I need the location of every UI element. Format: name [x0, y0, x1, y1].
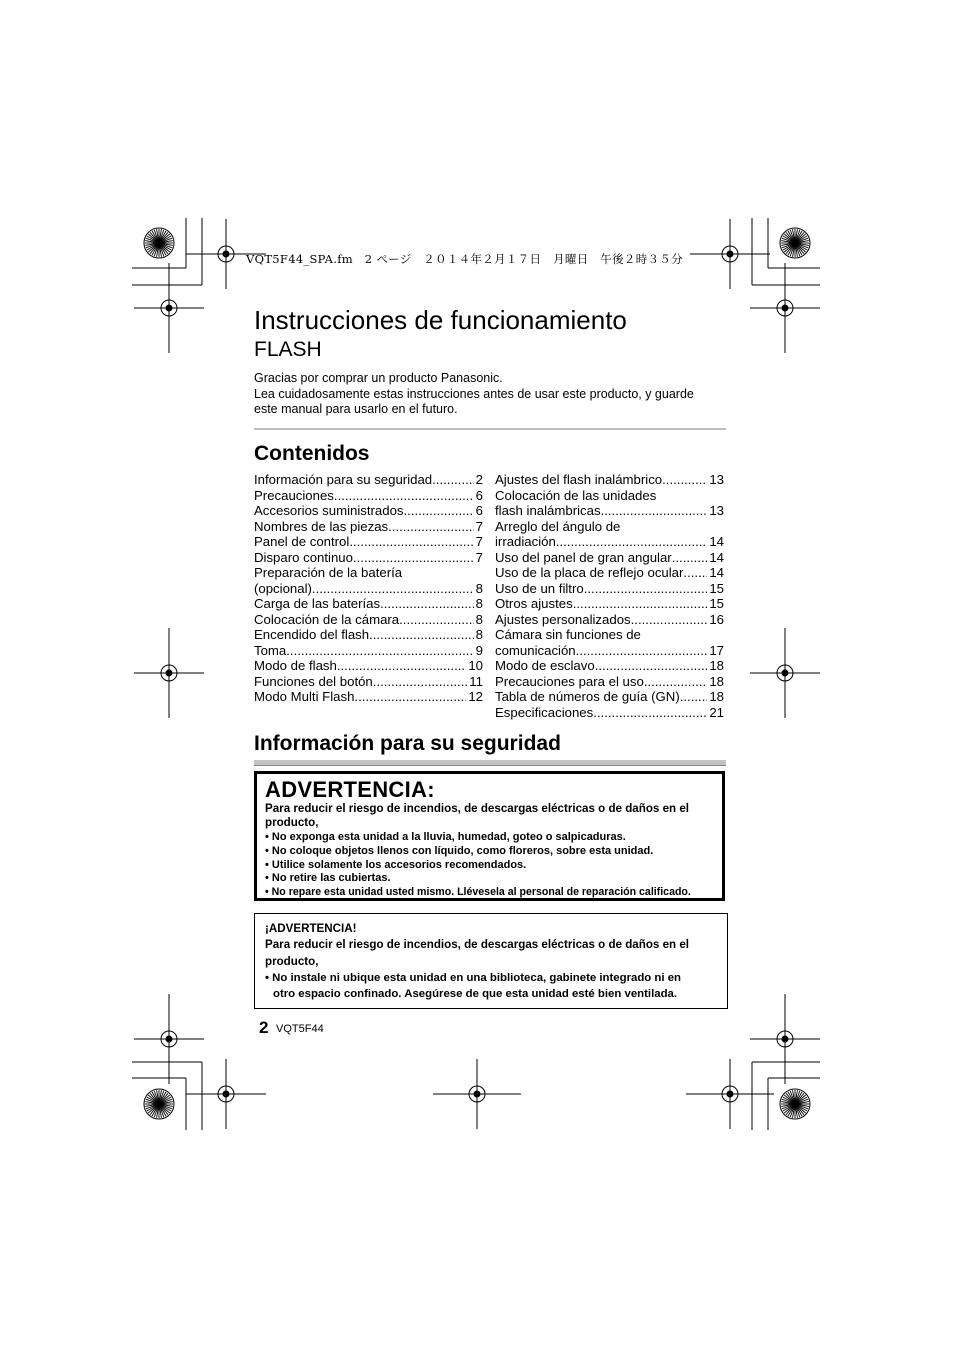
warning-title: ADVERTENCIA:	[265, 777, 435, 802]
toc-leader-dots	[576, 643, 708, 659]
warning2-bullet-line: otro espacio confinado. Asegúrese de que esta unidad esté bien ventilada.	[273, 987, 678, 1000]
toc-entry	[254, 565, 483, 596]
toc-entry	[254, 627, 483, 643]
toc-leader-dots	[388, 519, 474, 535]
toc-leader-dots	[349, 534, 473, 550]
toc-leader-dots	[312, 581, 474, 597]
intro-line: Lea cuidadosamente estas instrucciones antes de usar este producto, y guarde	[254, 386, 694, 401]
toc-leader-dots	[631, 612, 708, 628]
page-title: Instrucciones de funcionamiento	[254, 305, 627, 335]
toc-entry	[254, 519, 483, 535]
toc-entry-page: 8	[475, 580, 483, 596]
starburst-target-icon	[780, 1089, 810, 1119]
toc-entry-label: irradiación	[495, 534, 556, 549]
safety-heading-rule	[254, 760, 726, 766]
toc-entry	[495, 596, 724, 612]
toc-entry-page: 18	[709, 673, 724, 689]
toc-column-left	[254, 472, 483, 705]
intro-line: Gracias por comprar un producto Panasonic.	[254, 371, 503, 385]
toc-entry-page: 16	[709, 611, 724, 627]
toc-entry	[254, 674, 483, 690]
toc-entry	[254, 488, 483, 504]
toc-leader-dots	[644, 674, 708, 690]
toc-entry	[254, 472, 483, 488]
toc-entry-label: Panel de control	[254, 534, 350, 549]
toc-entry-label: Disparo continuo	[254, 549, 353, 565]
toc-entry	[495, 472, 724, 488]
toc-entry-label: Tabla de números de guía (GN)	[495, 689, 680, 704]
toc-leader-dots	[399, 612, 474, 628]
toc-entry-page: 18	[709, 689, 724, 704]
toc-entry-page: 18	[709, 658, 724, 673]
toc-column-right	[495, 472, 724, 720]
toc-entry-page: 14	[709, 565, 724, 580]
toc-leader-dots	[380, 596, 474, 612]
toc-entry-page: 13	[709, 503, 724, 518]
toc-entry-label: Ajustes personalizados	[495, 611, 631, 627]
warning-bullet: • No retire las cubiertas.	[265, 872, 391, 885]
toc-leader-dots	[369, 627, 474, 643]
toc-entry-label: (opcional)	[254, 580, 312, 596]
toc-entry	[495, 689, 724, 705]
toc-entry-label: Modo Multi Flash	[254, 689, 355, 704]
toc-entry-label: flash inalámbricas	[495, 503, 601, 518]
toc-entry-page: 14	[709, 534, 724, 549]
toc-entry-label: Uso de un filtro	[495, 580, 584, 596]
toc-leader-dots	[573, 596, 708, 612]
toc-leader-dots	[556, 534, 707, 550]
toc-leader-dots	[584, 581, 708, 597]
toc-entry-page: 21	[709, 704, 724, 720]
toc-entry-label: Información para su seguridad	[254, 472, 433, 487]
toc-entry	[254, 503, 483, 519]
toc-entry	[254, 658, 483, 674]
toc-entry-label: Uso del panel de gran angular	[495, 549, 672, 565]
file-header-line: VQT5F44_SPA.fm 2 ページ ２０１４年２月１７日 月曜日 午後２時３５分	[246, 252, 683, 266]
toc-leader-dots	[672, 550, 708, 566]
toc-leader-dots	[334, 488, 474, 504]
toc-entry-page: 7	[475, 518, 483, 534]
toc-entry-page: 8	[475, 611, 483, 627]
intro-line: este manual para usarlo en el futuro.	[254, 402, 458, 416]
toc-entry	[495, 627, 724, 658]
toc-entry	[495, 565, 724, 581]
toc-entry-page: 8	[475, 596, 483, 611]
toc-leader-dots	[662, 472, 707, 488]
toc-entry-heading: Colocación de las unidades	[495, 487, 657, 503]
warning2-text: Para reducir el riesgo de incendios, de descargas eléctricas o de daños en el producto,	[265, 938, 689, 968]
toc-entry-heading: Preparación de la batería	[254, 565, 403, 580]
toc-leader-dots	[683, 565, 707, 581]
starburst-target-icon	[144, 1089, 174, 1119]
toc-entry-page: 11	[469, 673, 483, 689]
toc-entry-label: Toma	[254, 642, 287, 658]
toc-entry	[254, 534, 483, 550]
toc-entry-label: Encendido del flash	[254, 627, 370, 642]
toc-entry	[495, 612, 724, 628]
warning-bullets	[265, 831, 720, 900]
contents-heading: Contenidos	[254, 442, 370, 465]
toc-entry	[495, 550, 724, 566]
toc-entry-label: Ajustes del flash inalámbrico	[495, 472, 663, 487]
intro-paragraph	[254, 371, 734, 418]
toc-entry-page: 7	[475, 534, 483, 549]
toc-leader-dots	[593, 705, 707, 721]
toc-entry-page: 10	[468, 658, 483, 673]
toc-entry-page: 12	[468, 689, 483, 704]
toc-entry	[495, 581, 724, 597]
toc-entry-page: 17	[709, 642, 724, 658]
toc-entry-page: 7	[475, 549, 483, 565]
section-divider	[254, 428, 726, 430]
page-number: 2	[259, 1018, 269, 1037]
toc-entry-label: Uso de la placa de reflejo ocular	[495, 565, 684, 580]
toc-entry-label: Especificaciones	[495, 704, 594, 720]
toc-entry-page: 15	[709, 580, 724, 596]
toc-entry-page: 2	[475, 472, 483, 487]
toc-entry	[254, 643, 483, 659]
toc-entry-label: Colocación de la cámara	[254, 611, 400, 627]
toc-entry-page: 6	[475, 503, 483, 518]
warning2-title: ¡ADVERTENCIA!	[265, 922, 357, 935]
toc-leader-dots	[680, 689, 708, 705]
warning-bullet: • No repare esta unidad usted mismo. Llévesela al personal de reparación calificado.	[265, 886, 691, 899]
toc-entry-label: Modo de esclavo	[495, 658, 595, 673]
toc-entry-label: Funciones del botón	[254, 673, 373, 689]
warning-text: Para reducir el riesgo de incendios, de descargas eléctricas o de daños en el producto,	[265, 802, 689, 829]
toc-leader-dots	[373, 674, 468, 690]
warning2-bullet-line: • No instale ni ubique esta unidad en una biblioteca, gabinete integrado ni en	[265, 972, 681, 984]
toc-leader-dots	[601, 503, 708, 519]
warning-bullet: • No exponga esta unidad a la lluvia, humedad, goteo o salpicaduras.	[265, 831, 626, 843]
toc-leader-dots	[432, 472, 474, 488]
toc-entry-page: 6	[475, 487, 483, 503]
toc-entry-label: Precauciones para el uso	[495, 673, 644, 689]
safety-heading: Información para su seguridad	[254, 732, 561, 755]
toc-entry	[254, 596, 483, 612]
warning2-bullets	[265, 971, 725, 1002]
toc-entry	[495, 705, 724, 721]
toc-leader-dots	[595, 658, 708, 674]
toc-entry	[495, 658, 724, 674]
warning-bullet: • Utilice solamente los accesorios recomendados.	[265, 858, 527, 871]
toc-entry	[495, 674, 724, 690]
toc-leader-dots	[286, 643, 473, 659]
toc-entry	[254, 550, 483, 566]
toc-leader-dots	[353, 550, 474, 566]
toc-entry	[254, 612, 483, 628]
toc-entry-page: 8	[475, 627, 483, 642]
toc-entry-label: Nombres de las piezas	[254, 518, 389, 534]
toc-entry-page: 9	[475, 642, 483, 658]
toc-entry-heading: Arreglo del ángulo de	[495, 518, 621, 534]
starburst-target-icon	[144, 228, 174, 258]
toc-entry	[495, 488, 724, 519]
toc-entry-page: 14	[709, 549, 724, 565]
toc-leader-dots	[404, 503, 474, 519]
toc-leader-dots	[337, 658, 466, 674]
warning-bullet: • No coloque objetos llenos con líquido, como floreros, sobre esta unidad.	[265, 844, 654, 857]
toc-entry-page: 13	[709, 472, 724, 487]
toc-entry-heading: Cámara sin funciones de	[495, 627, 641, 642]
toc-entry-label: Carga de las baterías	[254, 596, 381, 611]
toc-entry-label: Precauciones	[254, 487, 334, 503]
warning-box	[254, 771, 725, 901]
toc-entry-label: Accesorios suministrados	[254, 503, 404, 518]
starburst-target-icon	[780, 228, 810, 258]
toc-entry-label: Modo de flash	[254, 658, 337, 673]
toc-entry-label: comunicación	[495, 642, 576, 658]
page-subtitle: FLASH	[254, 338, 322, 361]
toc-entry	[495, 519, 724, 550]
toc-entry-page: 15	[709, 596, 724, 611]
toc-entry-label: Otros ajustes	[495, 596, 573, 611]
page-code: VQT5F44	[276, 1023, 324, 1035]
warning-box-secondary	[254, 913, 728, 1009]
toc-entry	[254, 689, 483, 705]
toc-leader-dots	[354, 689, 466, 705]
